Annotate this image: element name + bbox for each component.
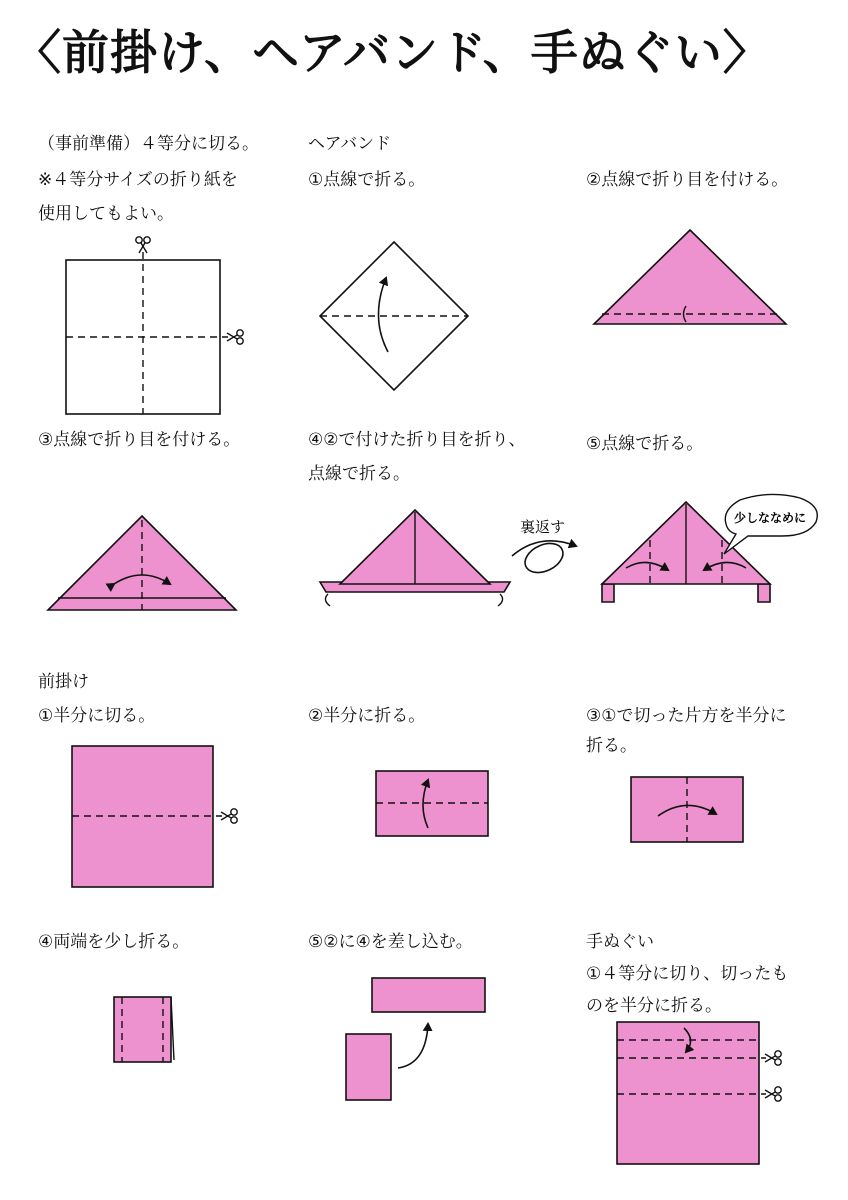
scissors-icon: [136, 237, 150, 253]
hairband-step4-label-2: 点線で折る。: [308, 464, 410, 484]
hairband-step2-diagram: [594, 230, 786, 324]
hairband-step1-diagram: [320, 242, 468, 390]
hairband-step5-label: ⑤点線で折る。: [586, 434, 704, 454]
apron-step2-diagram: [376, 771, 488, 836]
prep-line2: ※４等分サイズの折り紙を: [38, 170, 238, 190]
towel-heading: 手ぬぐい: [586, 932, 654, 952]
turn-over-diagram: [512, 518, 576, 578]
scissors-icon: [765, 1087, 781, 1101]
prep-line1: （事前準備）４等分に切る。: [38, 134, 259, 154]
hairband-step3-label: ③点線で折り目を付ける。: [38, 430, 241, 450]
scissors-icon: [221, 809, 237, 823]
apron-step1-label: ①半分に切る。: [38, 706, 156, 726]
towel-step1-label-2: のを半分に折る。: [586, 996, 722, 1016]
hairband-step4-label-1: ④②で付けた折り目を折り、: [308, 430, 526, 450]
hairband-step4-diagram: [320, 510, 510, 606]
bubble-text: 少しななめに: [734, 511, 807, 525]
scissors-icon: [227, 330, 243, 344]
apron-step5-diagram: [346, 978, 485, 1100]
hairband-step3-diagram: [48, 516, 236, 610]
page-title: 〈前掛け、ヘアバンド、手ぬぐい〉: [14, 26, 771, 81]
apron-step2-label: ②半分に折る。: [308, 706, 426, 726]
apron-step4-label: ④両端を少し折る。: [38, 932, 190, 952]
apron-step3-label-1: ③①で切った片方を半分に: [586, 706, 787, 726]
towel-step1-diagram: [617, 1022, 781, 1164]
towel-step1-label-1: ①４等分に切り、切ったも: [586, 964, 789, 984]
hairband-heading: ヘアバンド: [308, 134, 392, 154]
apron-step1-diagram: [72, 746, 237, 887]
hairband-step1-label: ①点線で折る。: [308, 170, 426, 190]
apron-step4-diagram: [114, 997, 174, 1062]
apron-heading: 前掛け: [38, 672, 89, 692]
apron-step5-label: ⑤②に④を差し込む。: [308, 932, 473, 952]
apron-step3-diagram: [631, 777, 743, 842]
prep-line3: 使用してもよい。: [38, 204, 174, 224]
scissors-icon: [765, 1051, 781, 1065]
speech-bubble: [724, 494, 817, 554]
hairband-step2-label: ②点線で折り目を付ける。: [586, 170, 789, 190]
apron-step3-label-2: 折る。: [586, 736, 637, 756]
prep-square-diagram: [66, 237, 243, 414]
turn-over-label: 裏返す: [520, 518, 566, 536]
